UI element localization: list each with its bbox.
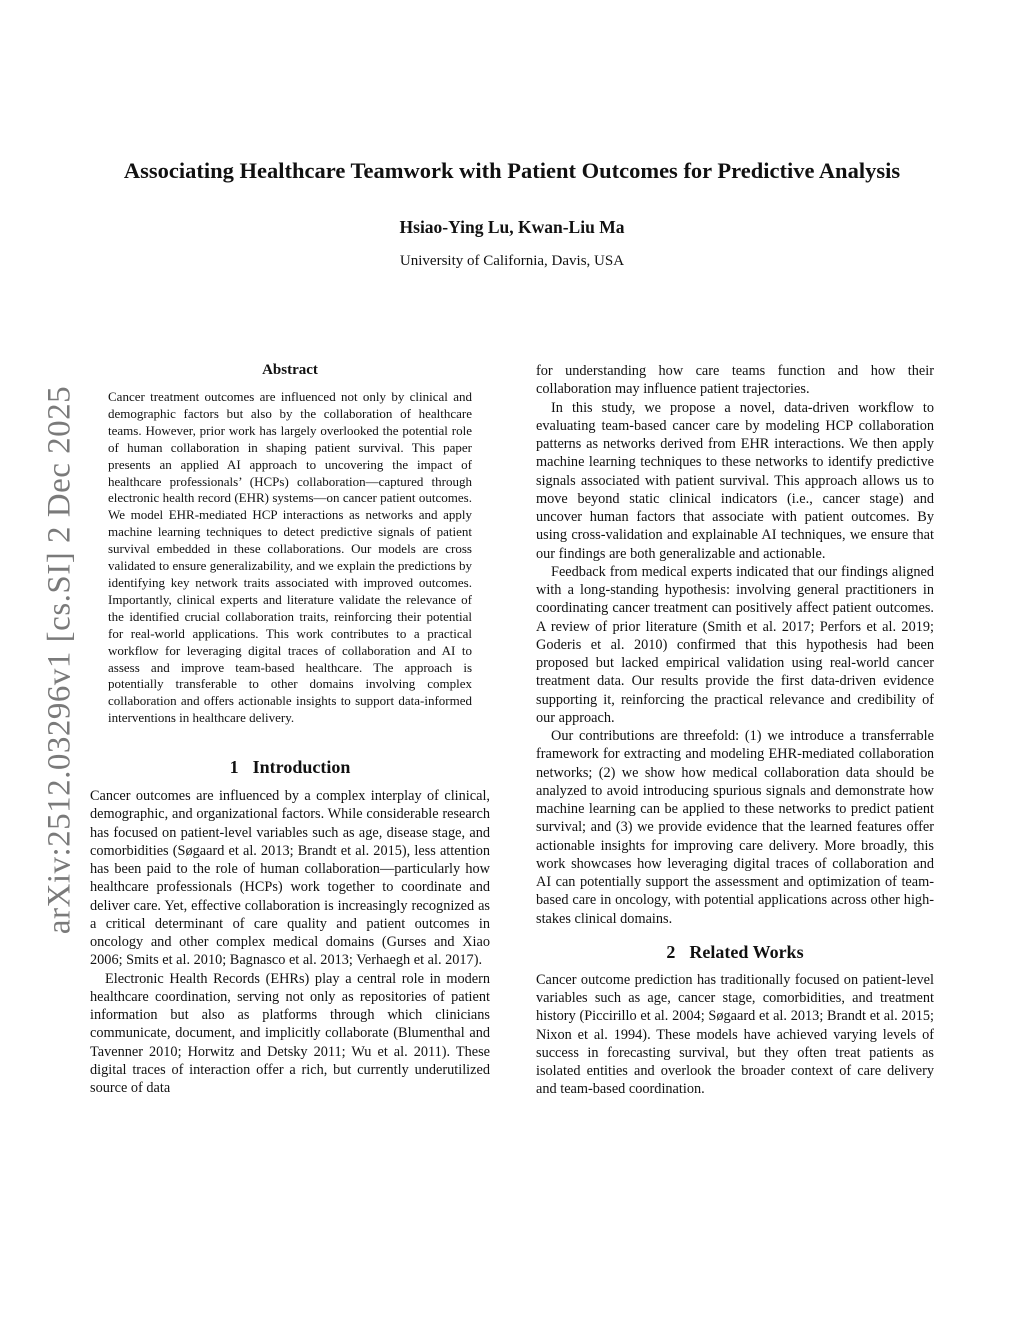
section-number: 2	[666, 941, 676, 962]
body-paragraph-continuation: for understanding how care teams function and how their collaboration may influence patient trajectories.	[536, 363, 934, 398]
right-column	[536, 362, 934, 1099]
body-paragraph: Cancer outcome prediction has traditionally focused on patient-level variables such as age, cancer stage, comorbidities, and treatment history (Piccirillo et al. 2004; Søgaard et al. 2013; Brandt et al. 2015; Nixon et al. 1994). These models have achieved varying levels of success in forecasting survival, but they often treat patients as isolated entities and overlook the broader context of care delivery and team-based coordination.	[536, 971, 934, 1098]
body-paragraph: Our contributions are threefold: (1) we introduce a transferrable framework for extracting and modeling EHR-mediated collaboration networks; (2) we show how medical collaboration data should be analyzed to avoid introducing spurious signals and demonstrate how machine learning can be applied to these networks to predict patient survival; and (3) we provide evidence that the learned features offer actionable insights for improving care delivery. More broadly, this work showcases how leveraging digital traces of collaboration and AI can potentially support the assessment and optimization of team-based care in oncology, with potential applications across other high-stakes clinical domains.	[536, 728, 934, 927]
abstract-section	[90, 362, 490, 727]
section-title: Introduction	[252, 757, 351, 778]
arxiv-identifier-stamp: arXiv:2512.03296v1 [cs.SI] 2 Dec 2025	[41, 385, 78, 935]
section-title: Related Works	[689, 941, 804, 962]
abstract-heading: Abstract	[262, 362, 318, 378]
left-column	[90, 362, 490, 1097]
section-heading-related-works	[536, 942, 934, 963]
paper-authors: Hsiao-Ying Lu, Kwan-Liu Ma	[399, 217, 625, 237]
section-number: 1	[229, 757, 239, 778]
body-paragraph: Cancer outcomes are influenced by a complex interplay of clinical, demographic, and organizational factors. While considerable research has focused on patient-level variables such as age, disease stage, and comorbidities (Søgaard et al. 2013; Brandt et al. 2015), less attention has been paid to the role of human collaboration—particularly how healthcare professionals (HCPs) work together to coordinate and deliver care. Yet, effective collaboration is increasingly recognized as a critical determinant of care quality and patient outcomes in oncology and other complex medical domains (Gurses and Xiao 2006; Smits et al. 2010; Bagnasco et al. 2013; Verhaegh et al. 2017).	[90, 788, 490, 969]
abstract-text: Cancer treatment outcomes are influenced not only by clinical and demographic factors but also by the collaboration of healthcare teams. However, prior work has largely overlooked the potential role of human collaboration in shaping patient survival. This paper presents an applied AI approach to uncovering the impact of healthcare professionals’ (HCPs) collaboration—captured through electronic health record (EHR) systems—on cancer patient outcomes. We model EHR-mediated HCP interactions as networks and apply machine learning techniques to detect predictive signals of patient survival embedded in these collaborations. Our models are cross validated to ensure generalizability, and we explain the predictions by identifying key network traits associated with improved outcomes. Importantly, clinical experts and literature validate the relevance of the identified crucial collaboration traits, reinforcing their potential for real-world applications. This work contributes to a practical workflow for leveraging digital traces of collaboration and AI to assess and improve team-based healthcare. The approach is potentially transferable to other domains involving complex collaboration and offers actionable insights to support data-informed interventions in healthcare delivery.	[108, 389, 472, 726]
paper-title: Associating Healthcare Teamwork with Patient Outcomes for Predictive Analysis	[123, 158, 901, 183]
body-paragraph: Electronic Health Records (EHRs) play a central role in modern healthcare coordination, serving not only as repositories of patient information but also as platforms through which clinicians communicate, document, and implicitly collaborate (Blumenthal and Tavenner 2010; Horwitz and Detsky 2011; Wu et al. 2011). These digital traces of interaction offer a rich, but currently underutilized source of data	[90, 970, 490, 1097]
section-heading-introduction	[90, 757, 490, 778]
paper-affiliation: University of California, Davis, USA	[399, 253, 625, 269]
body-paragraph: Feedback from medical experts indicated that our findings aligned with a long-standing hypothesis: involving general practitioners in coordinating cancer treatment can positively affect patient outcomes. A review of prior literature (Smith et al. 2017; Perfors et al. 2019; Goderis et al. 2010) confirmed that this hypothesis had been proposed but lacked empirical validation using real-world cancer treatment data. Our results provide the first data-driven evidence supporting it, reinforcing the practical relevance and credibility of our approach.	[536, 563, 934, 726]
body-paragraph: In this study, we propose a novel, data-driven workflow to evaluating team-based cancer care by modeling HCP collaboration patterns as networks derived from EHR interactions. We then apply machine learning techniques to these networks to identify predictive signals associated with patient survival. This approach allows us to move beyond static clinical indicators (i.e., cancer stage) and uncover human factors that associate with patient outcomes. By using cross-validation and explainable AI techniques, we ensure that our findings are both generalizable and actionable.	[536, 399, 934, 562]
